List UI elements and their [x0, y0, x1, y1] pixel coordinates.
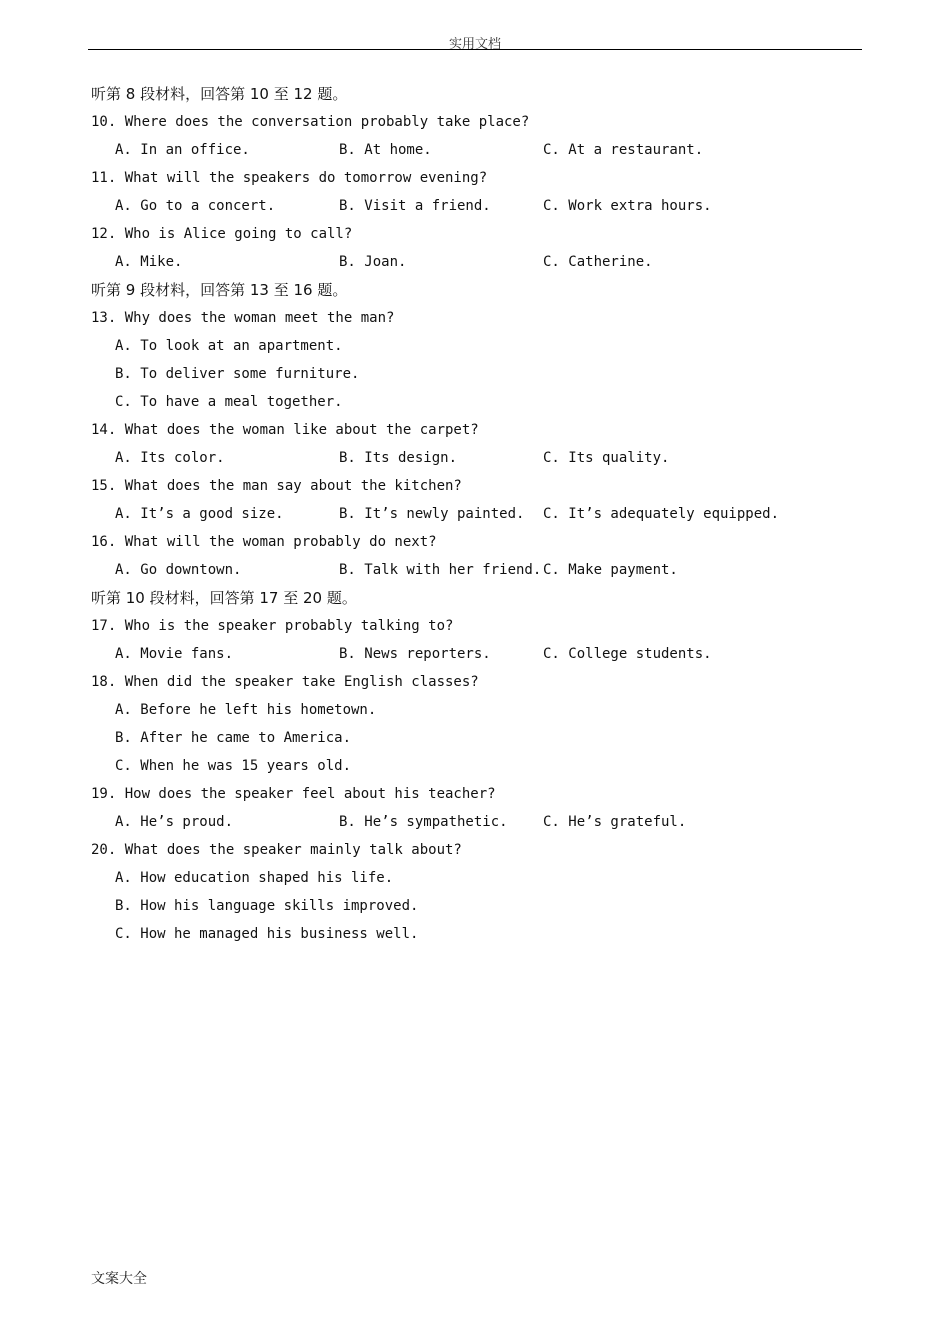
question-text: 11. What will the speakers do tomorrow evening? [91, 170, 488, 186]
option-row [91, 640, 871, 668]
question-text: 18. When did the speaker take English classes? [91, 674, 479, 690]
option-a: A. Mike. [115, 254, 183, 270]
option-b: B. To deliver some furniture. [115, 366, 360, 382]
question-content [91, 80, 871, 948]
question-text: 10. Where does the conversation probably take place? [91, 114, 530, 130]
option-row [91, 500, 871, 528]
option-a: A. Go to a concert. [115, 198, 276, 214]
option-row [91, 248, 871, 276]
option-a: A. It’s a good size. [115, 506, 284, 522]
question-text: 14. What does the woman like about the carpet? [91, 422, 479, 438]
option-row [91, 556, 871, 584]
option-a: A. How education shaped his life. [115, 870, 394, 886]
question-text: 20. What does the speaker mainly talk about? [91, 842, 462, 858]
option-row [91, 136, 871, 164]
option-c: C. When he was 15 years old. [115, 758, 352, 774]
option-a: A. He’s proud. [115, 814, 234, 830]
option-a: A. Its color. [115, 450, 225, 466]
option-c: C. Work extra hours. [543, 198, 712, 214]
option-b: B. It’s newly painted. [339, 506, 525, 522]
option-b: B. Talk with her friend. [339, 562, 542, 578]
option-b: B. News reporters. [339, 646, 491, 662]
option-c: C. It’s adequately equipped. [543, 506, 780, 522]
option-a: A. Before he left his hometown. [115, 702, 377, 718]
option-b: B. How his language skills improved. [115, 898, 419, 914]
option-row [91, 444, 871, 472]
section-heading: 听第 10 段材料，回答第 17 至 20 题。 [91, 589, 357, 607]
page-footer: 文案大全 [91, 1271, 147, 1287]
option-b: B. After he came to America. [115, 730, 352, 746]
question-text: 13. Why does the woman meet the man? [91, 310, 395, 326]
option-c: C. Its quality. [543, 450, 670, 466]
option-c: C. Catherine. [543, 254, 653, 270]
section-heading: 听第 9 段材料，回答第 13 至 16 题。 [91, 281, 348, 299]
option-row [91, 192, 871, 220]
question-text: 17. Who is the speaker probably talking to? [91, 618, 454, 634]
option-a: A. Go downtown. [115, 562, 242, 578]
question-text: 19. How does the speaker feel about his teacher? [91, 786, 496, 802]
option-b: B. He’s sympathetic. [339, 814, 508, 830]
option-c: C. How he managed his business well. [115, 926, 419, 942]
section-heading: 听第 8 段材料，回答第 10 至 12 题。 [91, 85, 348, 103]
question-text: 16. What will the woman probably do next? [91, 534, 437, 550]
option-b: B. Joan. [339, 254, 407, 270]
option-a: A. To look at an apartment. [115, 338, 343, 354]
question-text: 12. Who is Alice going to call? [91, 226, 353, 242]
option-b: B. At home. [339, 142, 432, 158]
option-c: C. College students. [543, 646, 712, 662]
question-text: 15. What does the man say about the kitchen? [91, 478, 462, 494]
option-c: C. To have a meal together. [115, 394, 343, 410]
page-header: 实用文档 [448, 37, 501, 52]
option-c: C. At a restaurant. [543, 142, 704, 158]
option-row [91, 808, 871, 836]
option-c: C. He’s grateful. [543, 814, 687, 830]
header-divider [88, 49, 862, 50]
option-b: B. Visit a friend. [339, 198, 491, 214]
option-b: B. Its design. [339, 450, 458, 466]
option-a: A. In an office. [115, 142, 250, 158]
option-a: A. Movie fans. [115, 646, 234, 662]
option-c: C. Make payment. [543, 562, 678, 578]
